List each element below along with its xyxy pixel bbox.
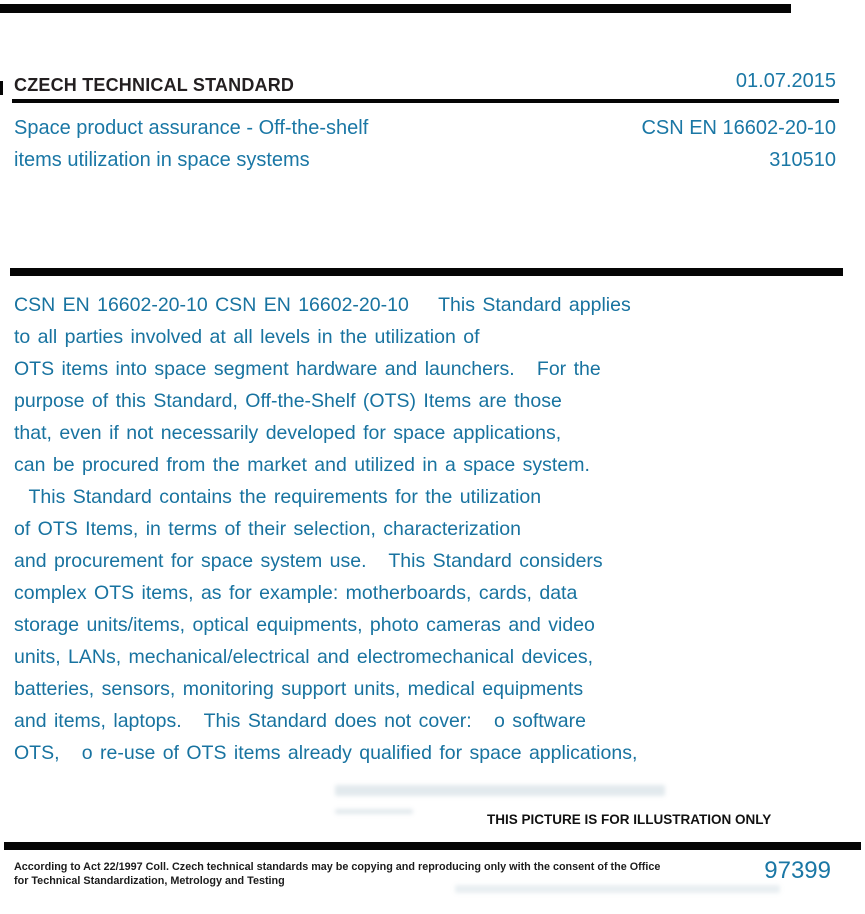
class-number: 310510 [769,149,836,171]
abstract-text-line: units, LANs, mechanical/electrical and electromechanical devices, [14,646,594,668]
document-number: 97399 [764,857,831,884]
footer-black-bar [4,842,861,850]
abstract-text-line: This Standard contains the requirements for the utilization [14,486,542,508]
abstract-separator-rule [10,268,843,276]
abstract-text-line: batteries, sensors, monitoring support units, medical equipments [14,678,584,700]
abstract-text-line: complex OTS items, as for example: motherboards, cards, data [14,582,578,604]
document-title-line2: items utilization in space systems [14,149,310,171]
issue-date: 01.07.2015 [735,70,836,92]
abstract-text-line: purpose of this Standard, Off-the-Shelf (OTS) Items are those [14,390,562,412]
abstract-text-line: OTS, o re-use of OTS items already qualified for space applications, [14,742,638,764]
faded-text-artifact-2 [335,809,413,814]
top-black-bar [0,4,791,13]
copyright-notice-line2: for Technical Standardization, Metrology and Testing [14,874,285,887]
faded-text-artifact-1 [335,785,665,796]
abstract-text [14,289,637,769]
copyright-notice [14,861,660,888]
document-codes [641,112,836,176]
abstract-text-line: of OTS Items, in terms of their selection, characterization [14,518,521,540]
abstract-text-line: to all parties involved at all levels in the utilization of [14,326,480,348]
abstract-text-line: CSN EN 16602-20-10 CSN EN 16602-20-10 This Standard applies [14,294,631,316]
abstract-text-line: and procurement for space system use. This Standard considers [14,550,603,572]
document-title [14,112,368,176]
copyright-notice-line1: According to Act 22/1997 Coll. Czech technical standards may be copying and reproducing only with the consent of the Office [14,861,661,873]
abstract-text-line: storage units/items, optical equipments, photo cameras and video [14,614,595,636]
masthead-rule [12,99,839,103]
abstract-text-line: can be procured from the market and utilized in a space system. [14,454,590,476]
abstract-text-line: that, even if not necessarily developed for space applications, [14,422,562,444]
masthead-title: CZECH TECHNICAL STANDARD [14,75,295,95]
abstract-text-line: and items, laptops. This Standard does not cover: o software [14,710,586,732]
abstract-text-line: OTS items into space segment hardware and launchers. For the [14,358,601,380]
standard-code: CSN EN 16602-20-10 [641,117,836,139]
left-edge-artifact [0,81,3,95]
document-title-line1: Space product assurance - Off-the-shelf [14,117,369,139]
faded-text-artifact-3 [455,885,780,893]
illustration-only-note: THIS PICTURE IS FOR ILLUSTRATION ONLY [487,812,772,827]
